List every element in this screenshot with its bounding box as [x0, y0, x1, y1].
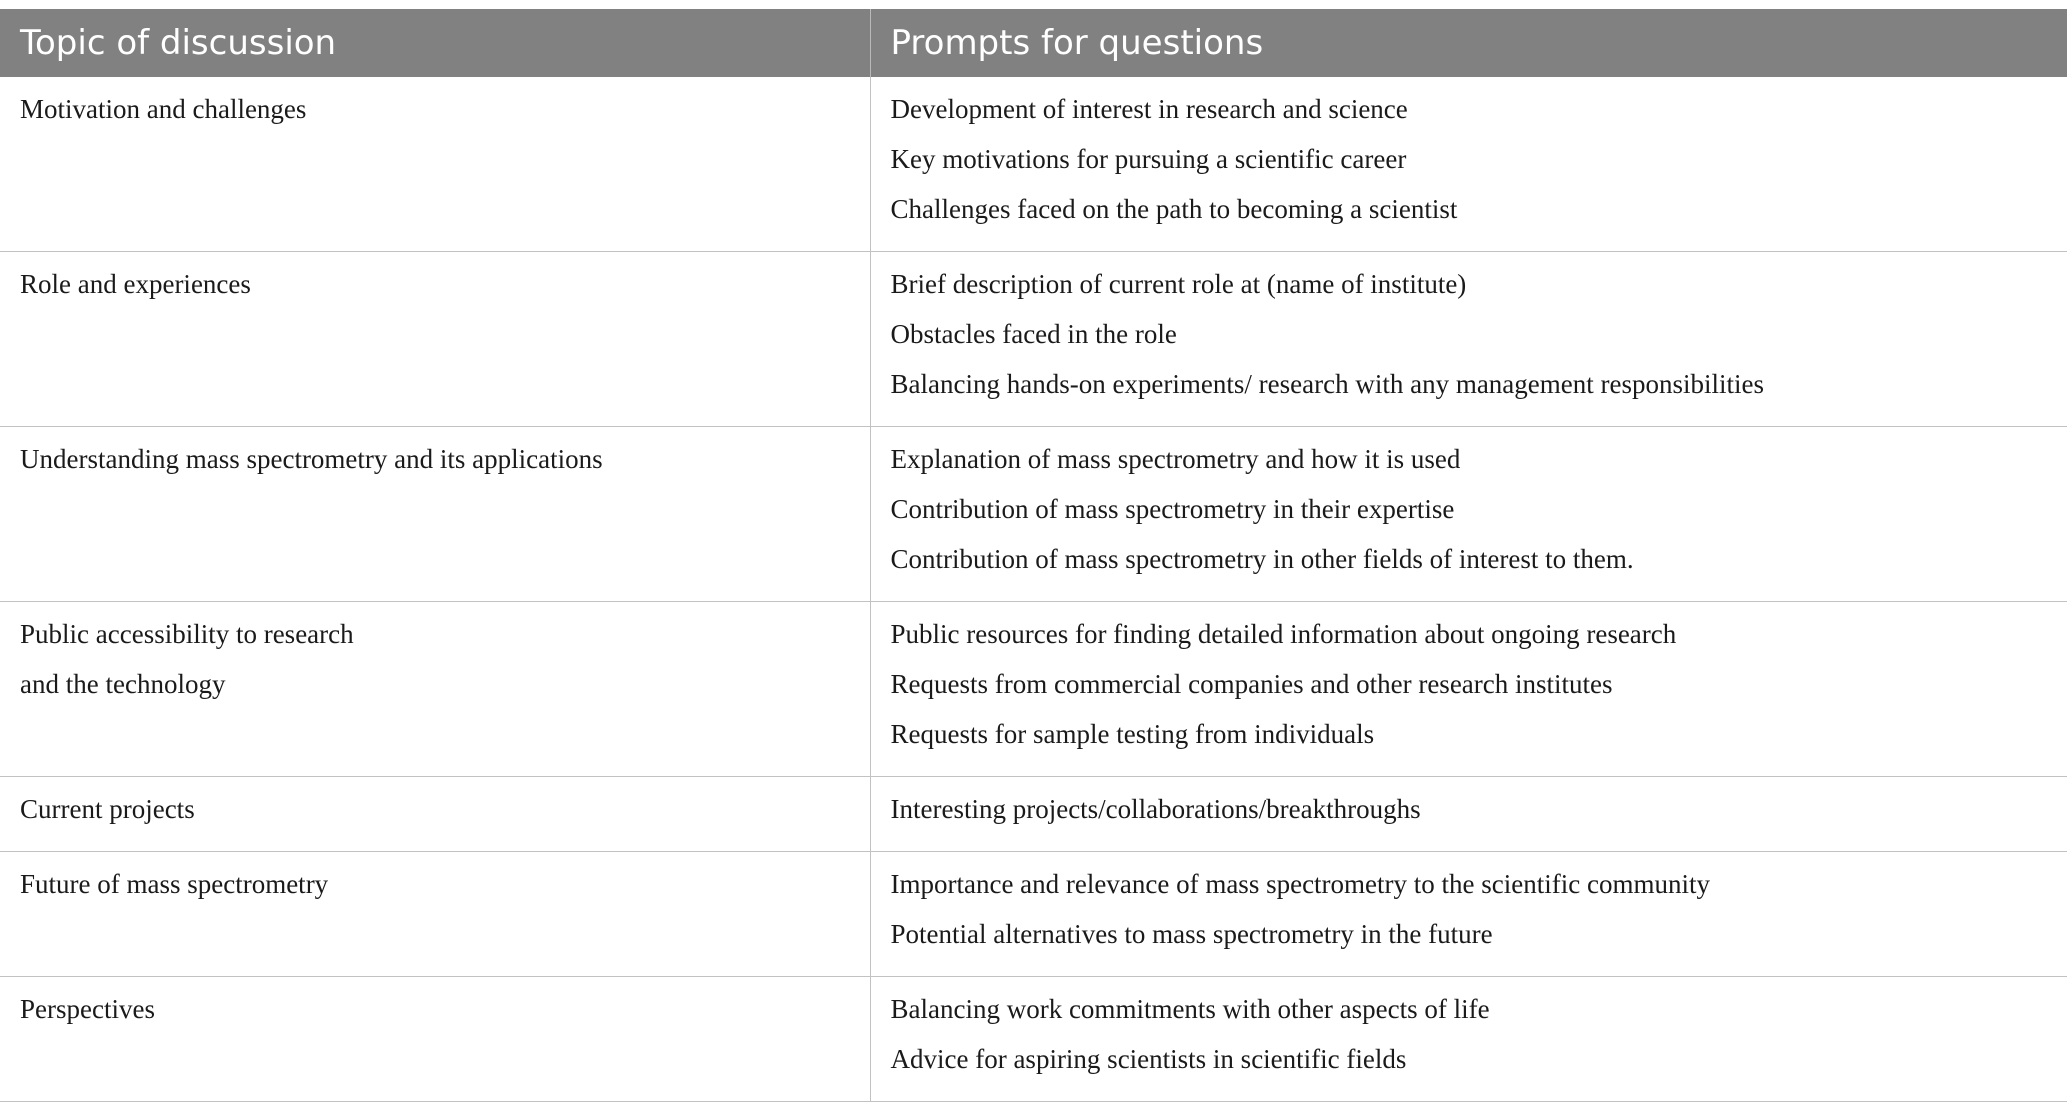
- topic-text: Perspectives: [20, 989, 870, 1039]
- topic-text: Current projects: [20, 789, 870, 839]
- topic-text: Future of mass spectrometry: [20, 864, 870, 914]
- topic-cell: [0, 602, 870, 777]
- prompt-text: Contribution of mass spectrometry in their expertise: [891, 489, 2067, 539]
- table-row: [0, 852, 2067, 977]
- table-row: [0, 777, 2067, 852]
- prompt-text: Brief description of current role at (name of institute): [891, 264, 2067, 314]
- prompts-cell: [870, 852, 2067, 977]
- prompts-cell: [870, 977, 2067, 1102]
- prompt-text: Importance and relevance of mass spectrometry to the scientific community: [891, 864, 2067, 914]
- prompt-text: Contribution of mass spectrometry in other fields of interest to them.: [891, 539, 2067, 589]
- prompt-text: Advice for aspiring scientists in scientific fields: [891, 1039, 2067, 1089]
- prompts-cell: [870, 602, 2067, 777]
- topic-cell: [0, 852, 870, 977]
- prompt-text: Requests for sample testing from individuals: [891, 714, 2067, 764]
- header-row: [0, 9, 2067, 77]
- topic-text: Public accessibility to research: [20, 614, 870, 664]
- topic-text: and the technology: [20, 664, 870, 714]
- table-row: [0, 427, 2067, 602]
- table-row: [0, 77, 2067, 252]
- prompt-text: Key motivations for pursuing a scientific career: [891, 139, 2067, 189]
- table-body: [0, 77, 2067, 1102]
- prompt-text: Development of interest in research and science: [891, 89, 2067, 139]
- prompt-text: Explanation of mass spectrometry and how it is used: [891, 439, 2067, 489]
- prompt-text: Balancing work commitments with other aspects of life: [891, 989, 2067, 1039]
- table-row: [0, 252, 2067, 427]
- prompts-cell: [870, 427, 2067, 602]
- topic-cell: [0, 427, 870, 602]
- table-header: [0, 9, 2067, 77]
- topic-cell: [0, 77, 870, 252]
- table-row: [0, 977, 2067, 1102]
- prompt-text: Requests from commercial companies and other research institutes: [891, 664, 2067, 714]
- topic-cell: [0, 977, 870, 1102]
- prompts-cell: [870, 252, 2067, 427]
- prompt-text: Obstacles faced in the role: [891, 314, 2067, 364]
- topic-text: Motivation and challenges: [20, 89, 870, 139]
- topic-cell: [0, 777, 870, 852]
- table-row: [0, 602, 2067, 777]
- discussion-table-container: [0, 9, 2067, 1102]
- prompt-text: Public resources for finding detailed information about ongoing research: [891, 614, 2067, 664]
- header-topic: Topic of discussion: [0, 9, 870, 77]
- header-prompts: Prompts for questions: [870, 9, 2067, 77]
- topic-text: Understanding mass spectrometry and its applications: [20, 439, 870, 489]
- prompt-text: Interesting projects/collaborations/breakthroughs: [891, 789, 2067, 839]
- topic-text: Role and experiences: [20, 264, 870, 314]
- prompts-cell: [870, 77, 2067, 252]
- discussion-table: [0, 9, 2067, 1102]
- prompt-text: Challenges faced on the path to becoming a scientist: [891, 189, 2067, 239]
- topic-cell: [0, 252, 870, 427]
- prompt-text: Balancing hands-on experiments/ research with any management responsibilities: [891, 364, 2067, 414]
- prompts-cell: [870, 777, 2067, 852]
- prompt-text: Potential alternatives to mass spectrometry in the future: [891, 914, 2067, 964]
